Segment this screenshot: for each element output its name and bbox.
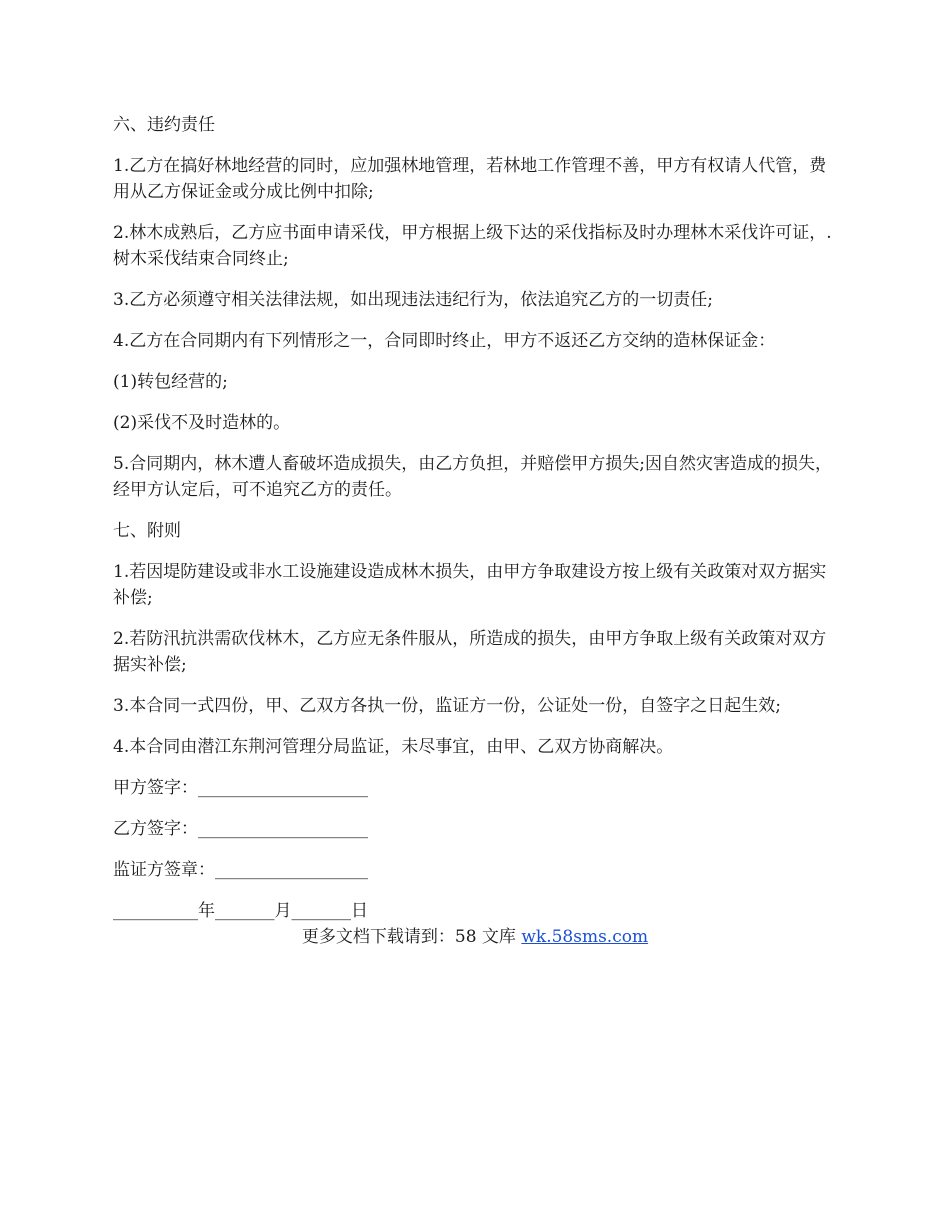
supervisor-seal: 监证方签章：__________________ <box>113 860 368 880</box>
footer <box>0 924 950 950</box>
signature-block <box>113 775 839 924</box>
clause-sub-item: (1)转包经营的; <box>113 372 228 392</box>
clause-item: 3.本合同一式四份，甲、乙双方各执一份，监证方一份，公证处一份，自签字之日起生效; <box>113 696 781 716</box>
clause-item: 4.乙方在合同期内有下列情形之一，合同即时终止，甲方不返还乙方交纳的造林保证金： <box>113 331 776 351</box>
clause-item: 1.乙方在搞好林地经营的同时，应加强林地管理，若林地工作管理不善，甲方有权请人代管，费用从乙方保证金或分成比例中扣除; <box>113 156 827 202</box>
clause-item: 5.合同期内，林木遭人畜破坏造成损失，由乙方负担，并赔偿甲方损失;因自然灾害造成的损失，经甲方认定后，可不追究乙方的责任。 <box>113 454 832 500</box>
section-heading: 七、附则 <box>113 521 181 541</box>
party-b-signature: 乙方签字：____________________ <box>113 819 368 839</box>
clause-item: 1.若因堤防建设或非水工设施建设造成林木损失，由甲方争取建设方按上级有关政策对双方据实补偿; <box>113 562 827 608</box>
clause-item: 2.林木成熟后，乙方应书面申请采伐，甲方根据上级下达的采伐指标及时办理林木采伐许可证，.树木采伐结束合同终止; <box>113 223 832 269</box>
section-heading: 六、违约责任 <box>113 115 215 135</box>
clause-item: 2.若防汛抗洪需砍伐林木，乙方应无条件服从，所造成的损失，由甲方争取上级有关政策对双方据实补偿; <box>113 629 827 675</box>
signature-date: __________年_______月_______日 <box>113 901 368 921</box>
section-supplementary-provisions <box>113 518 839 760</box>
clause-sub-item: (2)采伐不及时造林的。 <box>113 413 291 433</box>
clause-item: 3.乙方必须遵守相关法律法规，如出现违法违纪行为，依法追究乙方的一切责任; <box>113 290 713 310</box>
footer-link[interactable]: wk.58sms.com <box>521 927 649 947</box>
clause-item: 4.本合同由潜江东荆河管理分局监证，未尽事宜，由甲、乙双方协商解决。 <box>113 737 674 757</box>
document-body <box>113 112 839 939</box>
footer-text: 更多文档下载请到：58 文库 <box>301 927 522 947</box>
section-breach-liability <box>113 112 839 503</box>
party-a-signature: 甲方签字：____________________ <box>113 778 368 798</box>
